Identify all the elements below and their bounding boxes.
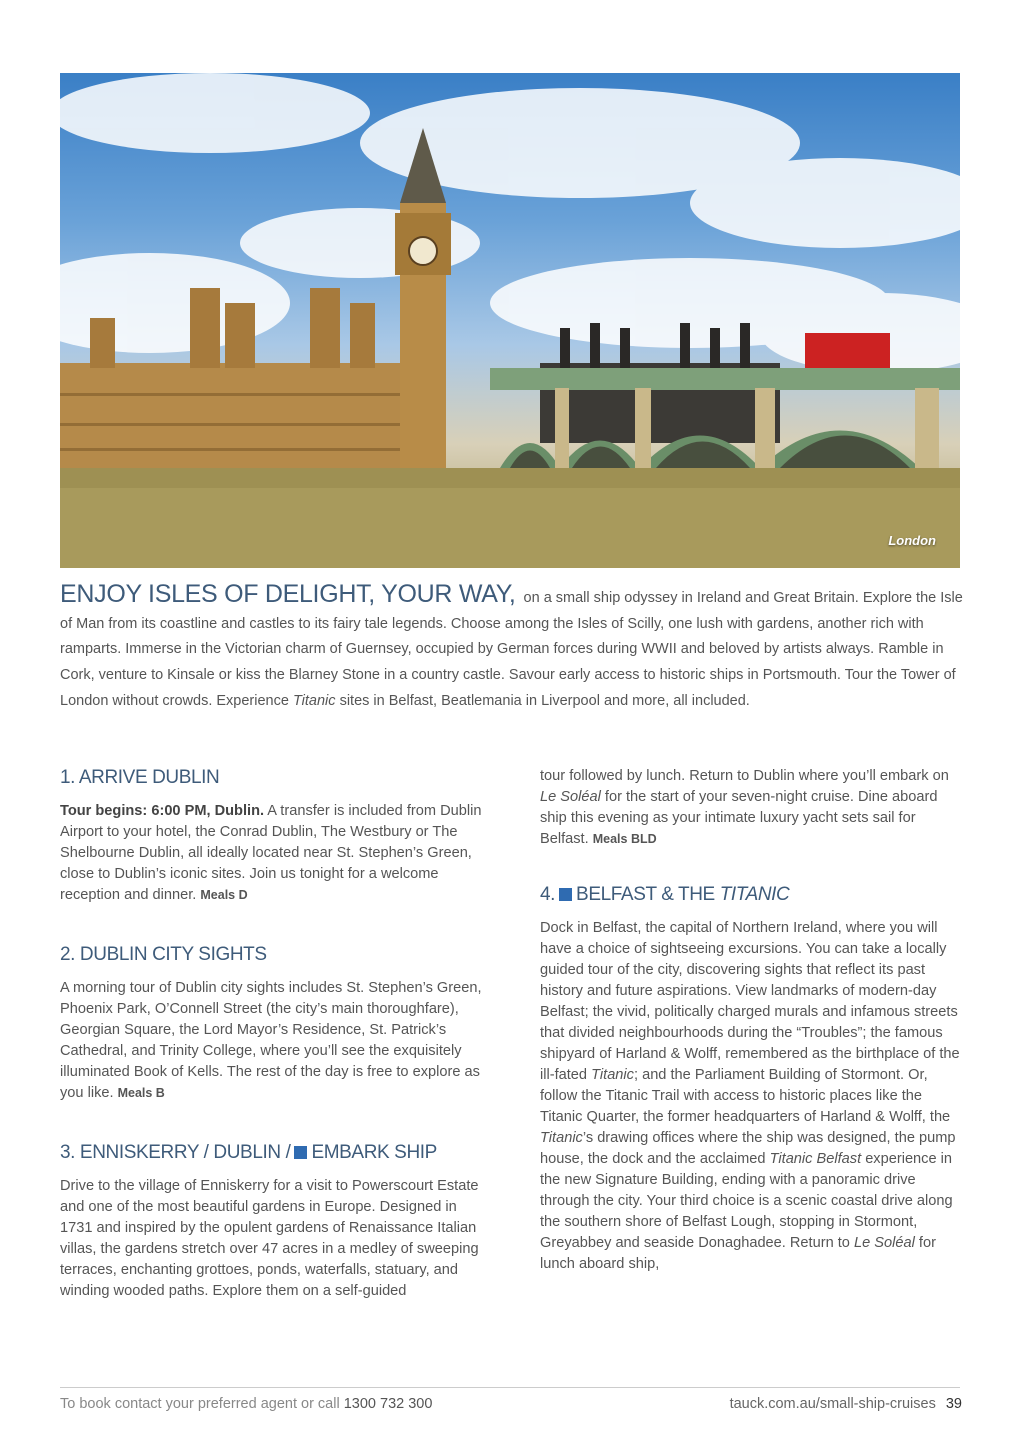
day-3-body: Drive to the village of Enniskerry for a visit to Powerscourt Estate and one of the most beautiful gardens in Europe. Designed in 1731 and inspired by the opulent gardens of Renaissance Italian villas, the gardens stretch over 47 acres in a medley of sweeping terraces, enchanting grottoes, ponds, waterfalls, statuary, and winding wooded paths. Explore them on a self-guided [60,1178,479,1299]
day-4-text-2: ; and the Parliament Building of Stormont. Or, follow the Titanic Trail with access to historic places like the Titanic Quarter, the former headquarters of Harland & Wolff, the [540,1067,951,1125]
footer-divider [60,1387,960,1388]
footer-url[interactable]: tauck.com.au/small-ship-cruises [729,1396,936,1412]
day-3-meals: Meals BLD [592,832,657,846]
day-2-title: 2. DUBLIN CITY SIGHTS [60,944,267,965]
day-2-meals: Meals B [117,1086,165,1100]
day-3-title-a: 3. ENNISKERRY / DUBLIN / [60,1142,291,1163]
day-3-continued [540,766,962,850]
intro-paragraph [60,582,964,715]
day-4-text-4: experience in the new Signature Building, ending with a panoramic drive through the city. Your third choice is a scenic coastal drive along the southern shore of Belfast Lough, stopping in Stormont, Greyabbey and seaside Donaghadee. Return to [540,1151,953,1251]
day-3-cont-a: tour followed by lunch. Return to Dublin where you’ll embark on [540,768,949,784]
footer-contact [60,1396,432,1412]
day-1-lead: Tour begins: 6:00 PM, Dublin. [60,803,265,819]
day-4-ship-name: Le Soléal [853,1235,915,1251]
day-4-text-5: for lunch aboard ship, [540,1235,936,1272]
intro-titanic: Titanic [292,692,336,709]
ship-square-icon [559,888,572,901]
day-4-title-b: BELFAST & THE [576,884,720,905]
intro-lead: ENJOY ISLES OF DELIGHT, YOUR WAY, [60,580,516,608]
hero-caption: London [888,533,936,548]
day-3-ship-name: Le Soléal [540,789,601,805]
ship-square-icon [294,1146,307,1159]
day-4-titanic-2: Titanic [540,1130,583,1146]
day-3-cont-b: for the start of your seven-night cruise. Dine aboard ship this evening as your intimate luxury yacht sets sail for Belfast. [540,789,938,847]
day-4-text-1: Dock in Belfast, the capital of Northern Ireland, where you will have a choice of sightseeing excursions. You can take a locally guided tour of the city, discovering sights that reflect its past history and future aspirations. View landmarks of modern-day Belfast; the vivid, politically charged murals and infamous streets that divided neighbourhoods during the “Troubles”; the famous shipyard of Harland & Wolff, remembered as the birthplace of the ill-fated [540,920,960,1083]
day-4-body [540,918,962,1275]
day-4-titanic-belfast: Titanic Belfast [769,1151,862,1167]
day-3-title [60,1140,482,1166]
footer-right [730,1396,962,1412]
itinerary-left-column [60,765,482,1302]
london-skyline-illustration [60,73,960,568]
day-2-body [60,978,482,1104]
day-3-title-b: EMBARK SHIP [311,1142,437,1163]
day-4-text-3: ’s drawing offices where the ship was designed, the pump house, the dock and the acclaimed [540,1130,956,1167]
day-2-text: A morning tour of Dublin city sights includes St. Stephen’s Green, Phoenix Park, O’Connell Street (the city’s main thoroughfare), Georgian Square, the Lord Mayor’s Residence, St. Patrick’s Cathedral, and Trinity College, where you’ll see the exquisitely illuminated Book of Kells. The rest of the day is free to explore as you like. [60,980,482,1101]
page-number: 39 [945,1396,962,1412]
footer-phone[interactable]: 1300 732 300 [343,1396,433,1412]
intro-text-b: sites in Belfast, Beatlemania in Liverpool and more, all included. [335,692,750,709]
intro-text-a: on a small ship odyssey in Ireland and Great Britain. Explore the Isle of Man from its coastline and castles to its fairy tale legends. Choose among the Isles of Scilly, one lush with gardens, another rich with ramparts. Immerse in the Victorian charm of Guernsey, occupied by German forces during WWII and beloved by artists always. Ramble in Cork, venture to Kinsale or kiss the Blarney Stone in a country castle. Savour early access to historic ships in Portsmouth. Tour the Tower of London without crowds. Experience [60,590,963,709]
footer-contact-text: To book contact your preferred agent or call [60,1396,344,1412]
day-4-titanic-1: Titanic [591,1067,634,1083]
day-1-body [60,801,482,906]
itinerary-right-column [540,766,962,1275]
hero-image-london [60,73,960,568]
day-1-meals: Meals D [200,888,248,902]
day-4-title-c: TITANIC [719,884,790,905]
day-1-title: 1. ARRIVE DUBLIN [60,767,220,788]
day-4-title [540,882,962,908]
day-1-text: A transfer is included from Dublin Airport to your hotel, the Conrad Dublin, The Westbury or The Shelbourne Dublin, all ideally located near St. Stephen’s Green, close to Dublin’s iconic sites. Join us tonight for a welcome reception and dinner. [60,803,482,903]
day-4-title-a: 4. [540,884,556,905]
